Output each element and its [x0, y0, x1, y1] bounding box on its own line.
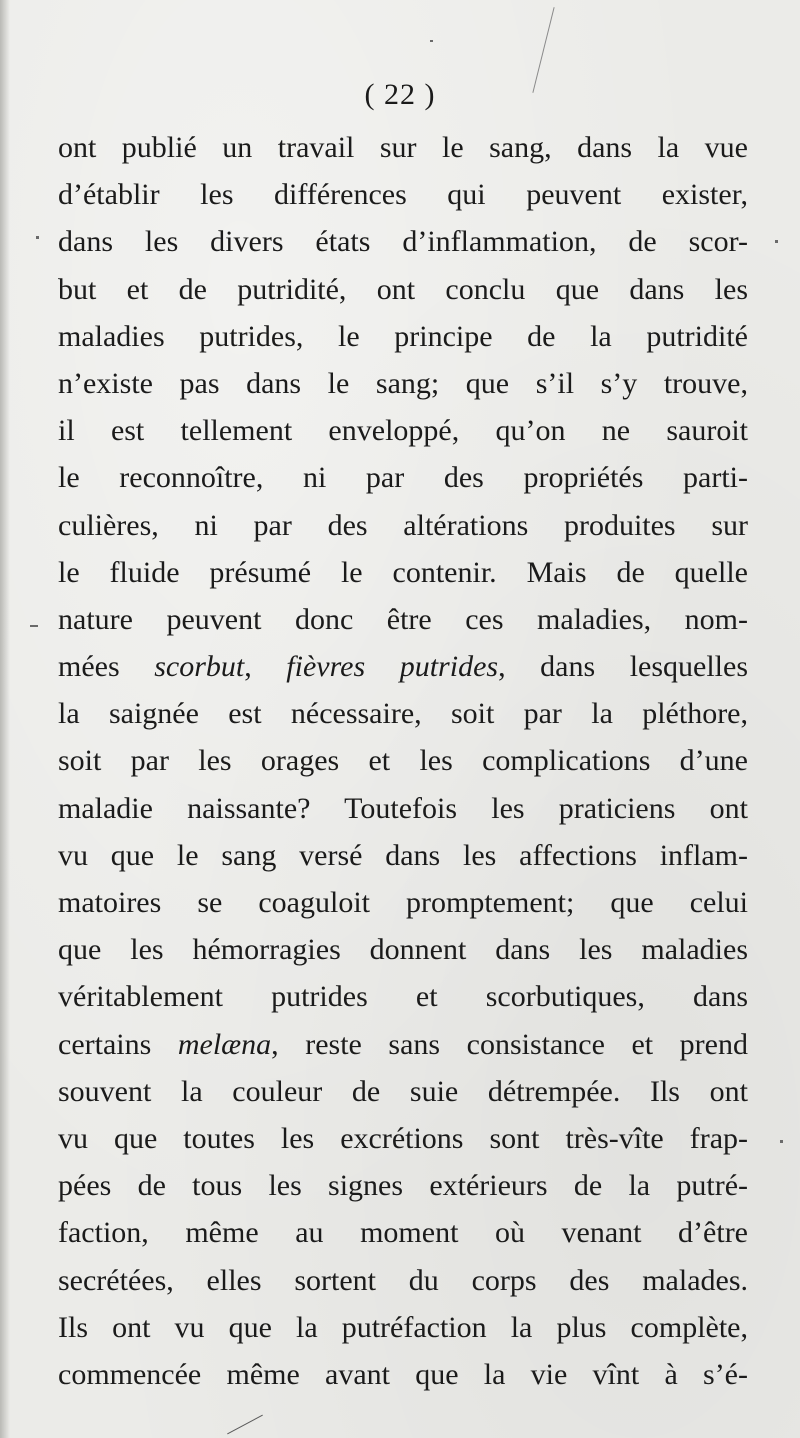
- text-segment: matoires se coaguloit promptement; que celui: [58, 886, 748, 919]
- text-line: [58, 124, 748, 171]
- text-line: [58, 266, 748, 313]
- text-line: [58, 973, 748, 1020]
- text-line: [58, 171, 748, 218]
- body-text: [58, 124, 748, 1398]
- text-segment: but et de putridité, ont conclu que dans les: [58, 272, 748, 306]
- text-segment: certains: [58, 1027, 178, 1061]
- page-edge-shadow: [0, 0, 10, 1438]
- text-segment: souvent la couleur de suie détrempée. Ils ont: [58, 1074, 748, 1108]
- text-segment: que les hémorragies donnent dans les maladies: [58, 933, 748, 967]
- text-segment: n’existe pas dans le sang; que s’il s’y trouve,: [58, 366, 748, 400]
- text-line: [58, 454, 748, 501]
- text-segment: le reconnoître, ni par des propriétés parti-: [58, 461, 748, 495]
- text-segment: vu que le sang versé dans les affections inflam-: [58, 838, 748, 872]
- text-line: [58, 1351, 748, 1398]
- text-line: [58, 1257, 748, 1304]
- scan-speck: [775, 240, 778, 243]
- scan-speck: [227, 1415, 263, 1435]
- text-line: [58, 737, 748, 784]
- text-segment: d’établir les différences qui peuvent exister,: [58, 178, 748, 212]
- text-segment: pées de tous les signes extérieurs de la putré-: [58, 1169, 748, 1203]
- text-line: [58, 879, 748, 926]
- text-segment: commencée même avant que la vie vînt à s’é-: [58, 1357, 748, 1391]
- text-line: [58, 643, 748, 690]
- scan-speck: [30, 625, 38, 627]
- page-number: ( 22 ): [364, 78, 436, 111]
- text-line: [58, 596, 748, 643]
- text-segment: faction, même au moment où venant d’être: [58, 1216, 748, 1250]
- italic-term: scorbut: [154, 650, 245, 684]
- text-segment: dans les divers états d’inflammation, de scor-: [58, 225, 748, 259]
- text-line: [58, 313, 748, 360]
- text-segment: la saignée est nécessaire, soit par la pléthore,: [58, 697, 748, 731]
- text-line: [58, 1068, 748, 1115]
- text-segment: , reste sans consistance et prend: [271, 1027, 748, 1061]
- text-segment: maladies putrides, le principe de la putridité: [58, 319, 748, 353]
- text-segment: véritablement putrides et scorbutiques, dans: [58, 980, 748, 1014]
- text-segment: maladie naissante? Toutefois les praticiens ont: [58, 791, 748, 825]
- text-segment: le fluide présumé le contenir. Mais de quelle: [58, 555, 748, 589]
- text-segment: , dans lesquelles: [498, 650, 749, 684]
- text-line: [58, 785, 748, 832]
- text-line: [58, 1021, 748, 1068]
- scan-speck: [36, 236, 39, 239]
- text-line: [58, 690, 748, 737]
- text-segment: Ils ont vu que la putréfaction la plus complète,: [58, 1310, 748, 1344]
- italic-term: melæna: [177, 1027, 272, 1061]
- text-line: [58, 218, 748, 265]
- text-segment: culières, ni par des altérations produites sur: [58, 508, 748, 542]
- text-segment: nature peuvent donc être ces maladies, nom-: [58, 602, 748, 636]
- text-line: [58, 1209, 748, 1256]
- text-line: [58, 502, 748, 549]
- text-segment: il est tellement enveloppé, qu’on ne sauroit: [58, 414, 748, 448]
- text-line: [58, 1304, 748, 1351]
- text-segment: ont publié un travail sur le sang, dans la vue: [58, 131, 748, 164]
- scan-speck: [780, 1140, 783, 1143]
- text-line: [58, 360, 748, 407]
- text-segment: vu que toutes les excrétions sont très-vîte frap-: [58, 1121, 748, 1155]
- text-segment: secrétées, elles sortent du corps des malades.: [58, 1263, 748, 1297]
- text-segment: ,: [244, 650, 287, 684]
- text-segment: soit par les orages et les complications d’une: [58, 744, 748, 778]
- text-line: [58, 926, 748, 973]
- text-line: [58, 1162, 748, 1209]
- text-segment: mées: [58, 650, 155, 684]
- text-line: [58, 1115, 748, 1162]
- scan-speck: [430, 40, 433, 42]
- text-line: [58, 407, 748, 454]
- text-line: [58, 832, 748, 879]
- italic-term: fièvres putrides: [286, 650, 499, 684]
- text-line: [58, 549, 748, 596]
